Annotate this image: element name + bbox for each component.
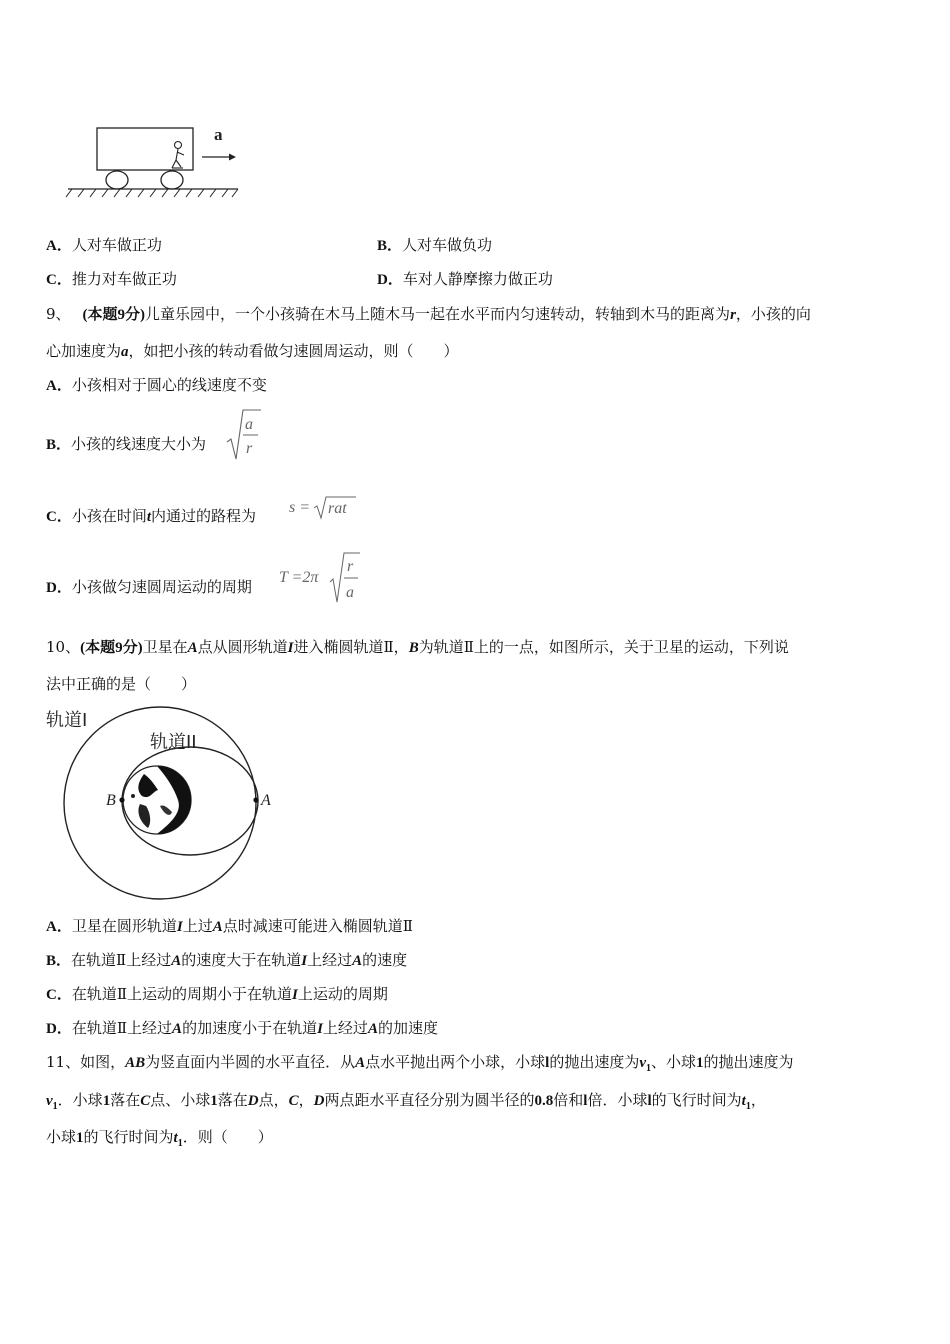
var-C: C: [288, 1093, 299, 1109]
ball-number: 1: [210, 1093, 218, 1109]
var-D: D: [313, 1093, 325, 1109]
option-text: 的加速度: [377, 1019, 438, 1037]
q10-stem-line1: [46, 637, 789, 658]
var-v: v: [639, 1055, 647, 1071]
accel-arrowhead: [229, 154, 236, 161]
stem-text: 如图，: [80, 1053, 126, 1071]
option-text: 在轨道Ⅱ上经过: [71, 1019, 173, 1037]
cart-wheel-right: [161, 171, 183, 189]
var-A: A: [172, 1021, 183, 1037]
q9-c-formula: [288, 494, 360, 522]
stem-text: 为轨道Ⅱ上的一点，如图所示，关于卫星的运动，下列说: [418, 638, 789, 656]
ratio-value: l: [583, 1093, 588, 1109]
question-number: 10、: [46, 638, 81, 656]
stem-text: 的抛出速度为: [549, 1053, 640, 1071]
q11-stem-line3: [46, 1127, 273, 1154]
q9-stem-line2: [46, 341, 459, 362]
var-t: t: [741, 1093, 746, 1109]
option-key: A．: [46, 238, 72, 254]
accel-label: a: [214, 125, 223, 144]
option-text: 上过: [182, 917, 213, 935]
option-key: C．: [46, 987, 72, 1003]
formula-numerator: a: [245, 416, 253, 433]
stem-text: 的抛出速度为: [703, 1053, 794, 1071]
option-text: 在轨道Ⅱ上运动的周期小于在轨道: [71, 985, 293, 1003]
var-A: A: [171, 953, 182, 969]
formula-denominator: r: [246, 440, 253, 457]
option-key: A．: [46, 919, 72, 935]
var-sub: 1: [646, 1063, 652, 1074]
var-I: I: [292, 987, 298, 1003]
stem-text: ，如把小孩的转动看做匀速圆周运动，则（ ）: [128, 342, 459, 360]
option-text: 人对车做负功: [402, 236, 493, 254]
var-A: A: [212, 919, 223, 935]
option-text: 小孩相对于圆心的线速度不变: [71, 376, 267, 394]
option-text: 小孩做匀速圆周运动的周期: [71, 578, 252, 596]
option-key: C．: [46, 272, 72, 288]
q10-stem-line2: [46, 674, 196, 694]
var-I: I: [317, 1021, 323, 1037]
option-text: 车对人静摩擦力做正功: [402, 270, 553, 288]
q9-option-b[interactable]: [46, 434, 206, 455]
q9-option-c[interactable]: [46, 506, 256, 527]
orbit-figure: [40, 704, 285, 900]
stem-text: 点水平抛出两个小球，小球: [365, 1053, 546, 1071]
stem-text: 倍．小球: [587, 1091, 648, 1109]
q10-option-b[interactable]: [46, 950, 407, 971]
var-t: t: [173, 1130, 178, 1146]
q9-stem-line1: [46, 304, 811, 325]
var-A: A: [352, 953, 363, 969]
option-text: 推力对车做正功: [71, 270, 177, 288]
stem-text: 小球: [46, 1128, 77, 1146]
ball-number: 1: [76, 1130, 84, 1146]
var-v: v: [46, 1093, 53, 1109]
option-key: D．: [46, 580, 72, 596]
stem-text: 心加速度为: [46, 342, 122, 360]
stem-text: ．小球: [57, 1091, 103, 1109]
stem-text: 进入椭圆轨道Ⅱ，: [293, 638, 409, 656]
point-B-marker: [119, 797, 124, 802]
q9-b-formula: [225, 408, 265, 462]
stem-text: 为竖直面内半圆的水平直径．从: [145, 1053, 356, 1071]
q8-option-b[interactable]: [377, 235, 492, 256]
option-text: 上运动的周期: [297, 985, 388, 1003]
stem-text: ，: [298, 1091, 314, 1109]
orbit-1-label: 轨道I: [46, 710, 88, 731]
formula-lhs: s =: [289, 499, 311, 516]
stem-text: 落在: [217, 1091, 248, 1109]
person-figure: [172, 142, 184, 169]
stem-text: 落在: [110, 1091, 141, 1109]
stem-text: ．则（ ）: [182, 1128, 273, 1146]
option-text: 的加速度小于在轨道: [182, 1019, 318, 1037]
earth-icon: [123, 766, 191, 834]
ball-number: 1: [102, 1093, 111, 1109]
var-I: I: [301, 953, 308, 969]
option-key: A．: [46, 378, 72, 394]
stem-text: 点，: [258, 1091, 289, 1109]
q10-option-a[interactable]: [46, 916, 413, 937]
orbit-2-label: 轨道II: [150, 732, 197, 753]
ground-hatch: [66, 189, 238, 197]
option-text: 的速度大于在轨道: [181, 951, 302, 969]
stem-text: 的飞行时间为: [651, 1091, 742, 1109]
stem-text: 两点距水平直径分别为圆半径的: [324, 1091, 535, 1109]
formula-denominator: a: [346, 584, 354, 601]
q11-stem-line2: [46, 1090, 766, 1117]
var-A: A: [367, 1021, 378, 1037]
option-text: 的速度: [362, 951, 408, 969]
stem-text: 儿童乐园中，一个小孩骑在木马上随木马一起在水平而内匀速转动，转轴到木马的距离为: [145, 305, 731, 323]
option-text: 内通过的路程为: [151, 507, 257, 525]
ball-number: l: [647, 1093, 652, 1109]
var-AB: AB: [125, 1055, 146, 1071]
stem-text: 卫星在: [142, 638, 188, 656]
stem-text: 、小球: [651, 1053, 697, 1071]
q8-option-d[interactable]: [377, 269, 553, 290]
question-number: 9、: [46, 305, 71, 323]
var-t: t: [146, 509, 152, 525]
q11-stem-line1: [46, 1052, 794, 1079]
cart-wheel-left: [106, 171, 128, 189]
formula-lhs: T =2π: [279, 569, 319, 586]
question-number: 11、: [46, 1053, 81, 1071]
option-text: 上经过: [322, 1019, 368, 1037]
stem-text: 点从圆形轨道: [197, 638, 288, 656]
q8-option-a[interactable]: [46, 235, 162, 256]
cart-figure: [60, 118, 250, 208]
stem-text: ，小孩的向: [735, 305, 811, 323]
q9-option-d[interactable]: [46, 577, 252, 598]
q9-option-a[interactable]: [46, 375, 267, 396]
var-A: A: [187, 640, 198, 656]
q10-option-c[interactable]: [46, 984, 388, 1005]
stem-text: 法中正确的是（ ）: [46, 675, 197, 693]
ball-number: l: [545, 1055, 550, 1071]
var-sub: 1: [177, 1138, 183, 1149]
var-a: a: [121, 344, 129, 360]
question-score: (本题9分): [80, 640, 143, 656]
q8-option-c[interactable]: [46, 269, 177, 290]
option-text: 卫星在圆形轨道: [71, 917, 177, 935]
point-A-marker: [253, 797, 258, 802]
option-text: 点时减速可能进入椭圆轨道Ⅱ: [222, 917, 413, 935]
option-key: B．: [46, 953, 72, 969]
var-A: A: [355, 1055, 366, 1071]
stem-text: 倍和: [553, 1091, 584, 1109]
stem-text: 点、小球: [150, 1091, 211, 1109]
point-B-label: B: [106, 792, 116, 809]
q10-option-d[interactable]: [46, 1018, 438, 1039]
option-text: 上经过: [307, 951, 353, 969]
option-key: B．: [46, 437, 72, 453]
var-C: C: [140, 1093, 151, 1109]
option-key: C．: [46, 509, 72, 525]
stem-text: 的飞行时间为: [83, 1128, 174, 1146]
formula-radicand: rat: [328, 500, 347, 517]
var-B: B: [408, 640, 419, 656]
var-D: D: [247, 1093, 259, 1109]
var-I: I: [287, 640, 294, 656]
point-A-label: A: [261, 792, 271, 809]
question-score: (本题9分): [82, 307, 146, 323]
var-sub: 1: [745, 1101, 751, 1112]
option-key: B．: [377, 238, 403, 254]
option-text: 小孩在时间: [71, 507, 147, 525]
var-r: r: [730, 307, 736, 323]
option-key: D．: [377, 272, 403, 288]
stem-text: ，: [750, 1091, 766, 1109]
ball-number: 1: [696, 1055, 704, 1071]
var-sub: 1: [52, 1101, 58, 1112]
formula-numerator: r: [347, 558, 354, 575]
option-text: 小孩的线速度大小为: [71, 435, 207, 453]
option-key: D．: [46, 1021, 72, 1037]
ratio-value: 0.8: [534, 1093, 554, 1109]
var-I: I: [176, 919, 183, 935]
q9-d-formula: [278, 550, 368, 606]
option-text: 在轨道Ⅱ上经过: [71, 951, 172, 969]
option-text: 人对车做正功: [71, 236, 162, 254]
